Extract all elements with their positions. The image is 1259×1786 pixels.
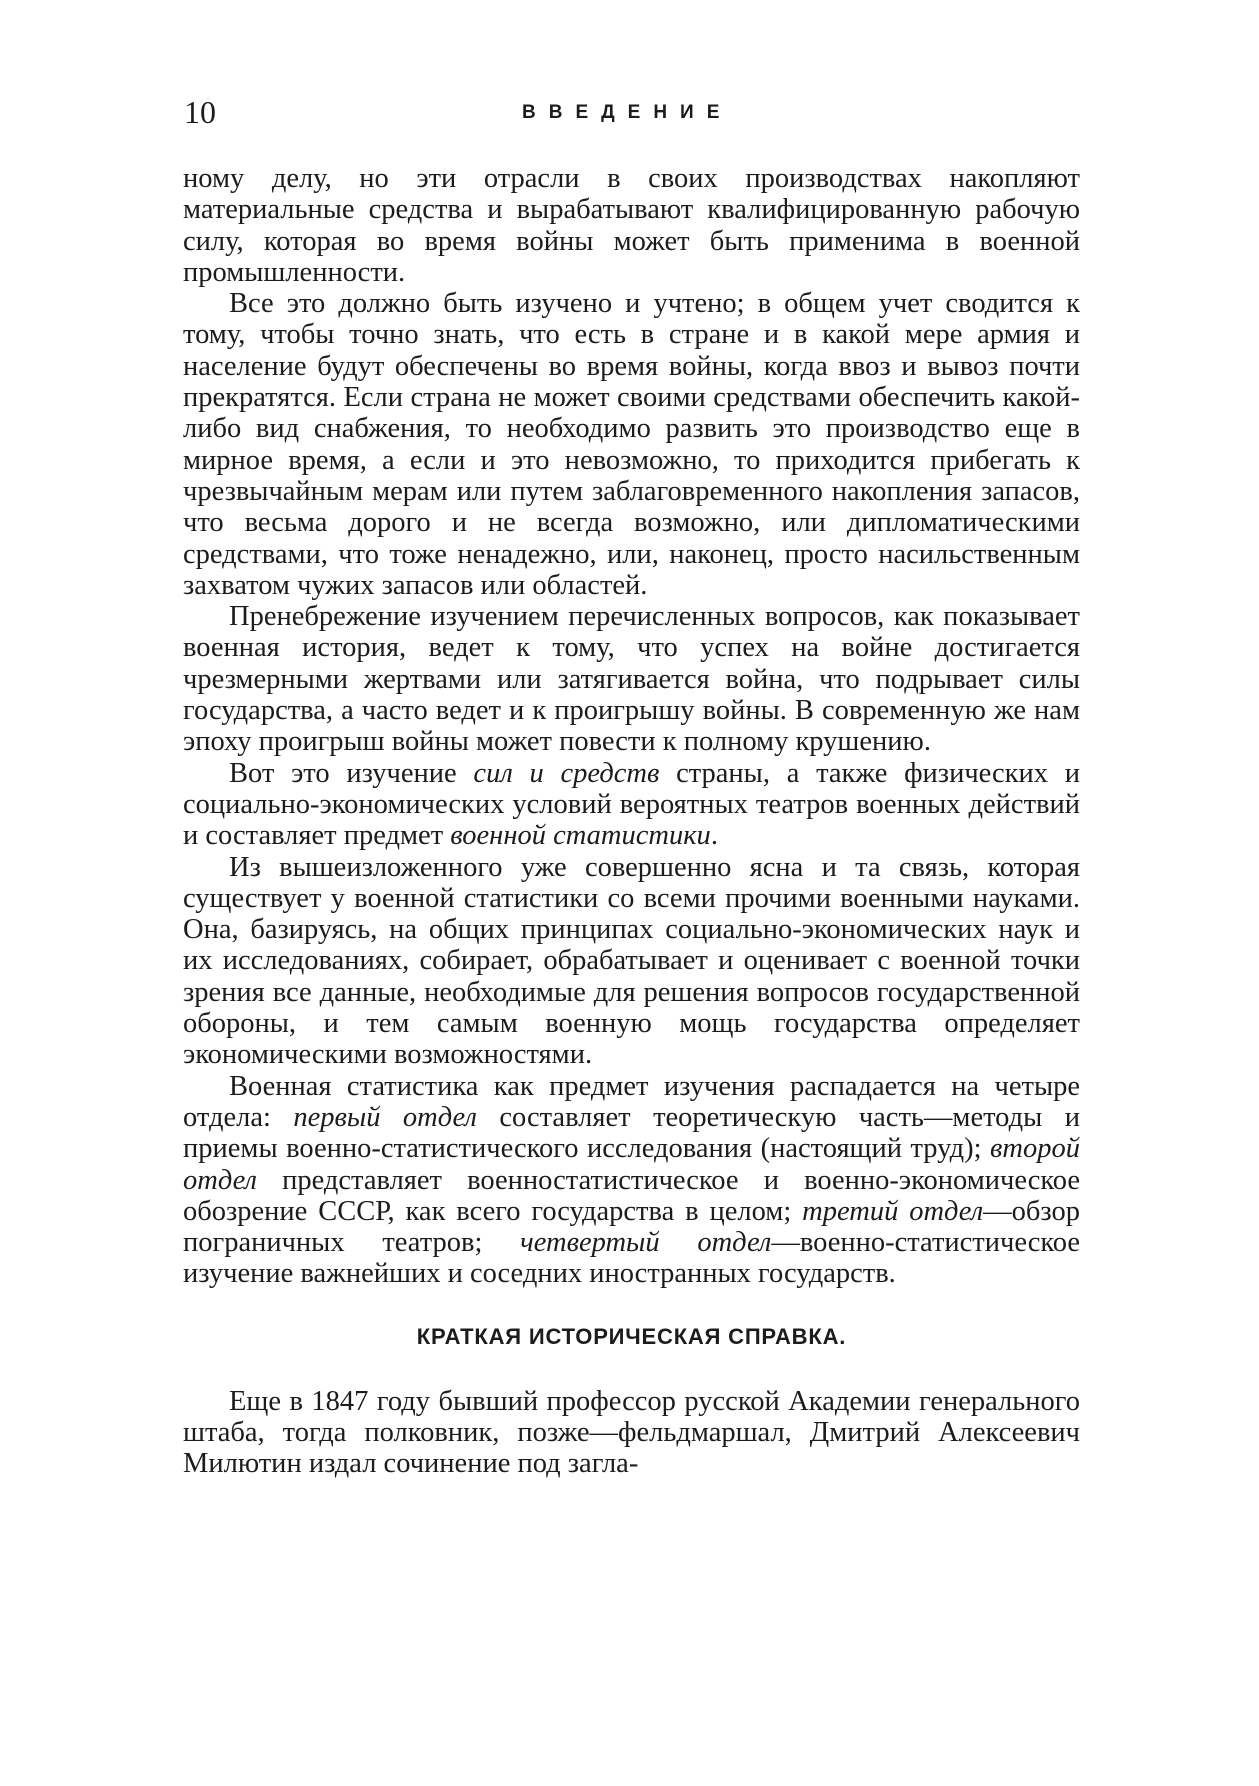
text-run: —обзор пограничных театров; bbox=[183, 1195, 1080, 1259]
emphasis-third-section: третий отдел bbox=[802, 1195, 984, 1227]
text-run: —военно-статистическое изучение важнейших и соседних иностранных государств. bbox=[183, 1227, 1080, 1290]
emphasis-second-section: второй отдел bbox=[183, 1133, 1080, 1196]
emphasis-forces-means: сил и средств bbox=[473, 757, 660, 789]
paragraph-2: Все это должно быть изучено и учтено; в общем учет сводится к тому, чтобы точно знать, что есть в стране и в какой мере армия и население будут обеспечены во время войны, когда ввоз и вывоз почти прекратятся. Если страна не может своими средствами обеспечить какой-либо вид снабжения, то необходимо развить это производство еще в мирное время, а если и это невозможно, то приходится прибегать к чрезвычайным мерам или путем заблаговременного накопления запасов, что весьма дорого и не всегда возможно, или дипломатическими средствами, что тоже ненадежно, или, наконец, просто насильственным захватом чужих запасов или областей. bbox=[183, 288, 1080, 601]
paragraph-3: Пренебрежение изучением перечисленных вопросов, как показывает военная история, ведет к тому, что успех на войне достигается чрезмерными жертвами или затягивается война, что подрывает силы государства, а часто ведет и к проигрышу войны. В современную же нам эпоху проигрыш войны может повести к полному крушению. bbox=[183, 601, 1080, 758]
page-number: 10 bbox=[184, 94, 216, 130]
text-run: представляет военностатистическое и военно-экономическое обозрение СССР, как всего государства в целом; bbox=[183, 1164, 1080, 1227]
paragraph-7: Еще в 1847 году бывший профессор русской Академии генерального штаба, тогда полковник, позже—фельдмаршал, Дмитрий Алексеевич Милютин издал сочинение под загла- bbox=[183, 1385, 1080, 1480]
section-title: ВВЕДЕНИЕ bbox=[522, 102, 733, 123]
body-text bbox=[183, 163, 1080, 1480]
paragraph-5: Из вышеизложенного уже совершенно ясна и та связь, которая существует у военной статистики со всеми прочими военными науками. Она, базируясь, на общих принципах социально-экономических наук и их исследованиях, собирает, обрабатывает и оценивает с военной точки зрения все данные, необходимые для решения вопросов государственной обороны, и тем самым военную мощь государства определяет экономическими возможностями. bbox=[183, 851, 1080, 1071]
text-run: Вот это изучение bbox=[229, 757, 474, 789]
section-subheading: КРАТКАЯ ИСТОРИЧЕСКАЯ СПРАВКА. bbox=[416, 1323, 847, 1349]
text-run: . bbox=[710, 820, 718, 852]
text-run: составляет теоретическую часть—методы и приемы военно-статистического исследования (настоящий труд); bbox=[183, 1101, 1080, 1165]
paragraph-1: ному делу, но эти отрасли в своих производствах накопляют материальные средства и вырабатывают квалифицированную рабочую силу, которая во время войны может быть применима в военной промышленности. bbox=[183, 163, 1080, 288]
emphasis-military-statistics: военной статистики bbox=[450, 820, 711, 852]
emphasis-first-section: первый отдел bbox=[293, 1101, 477, 1133]
text-run: страны, а также физических и социально-экономических условий вероятных театров военных действий и составляет предмет bbox=[183, 757, 1081, 852]
paragraph-6 bbox=[183, 1071, 1080, 1290]
text-run: Военная статистика как предмет изучения распадается на четыре отдела: bbox=[183, 1070, 1080, 1133]
emphasis-fourth-section: четвертый отдел bbox=[520, 1227, 772, 1259]
paragraph-4 bbox=[183, 758, 1080, 852]
running-header bbox=[184, 94, 1084, 134]
